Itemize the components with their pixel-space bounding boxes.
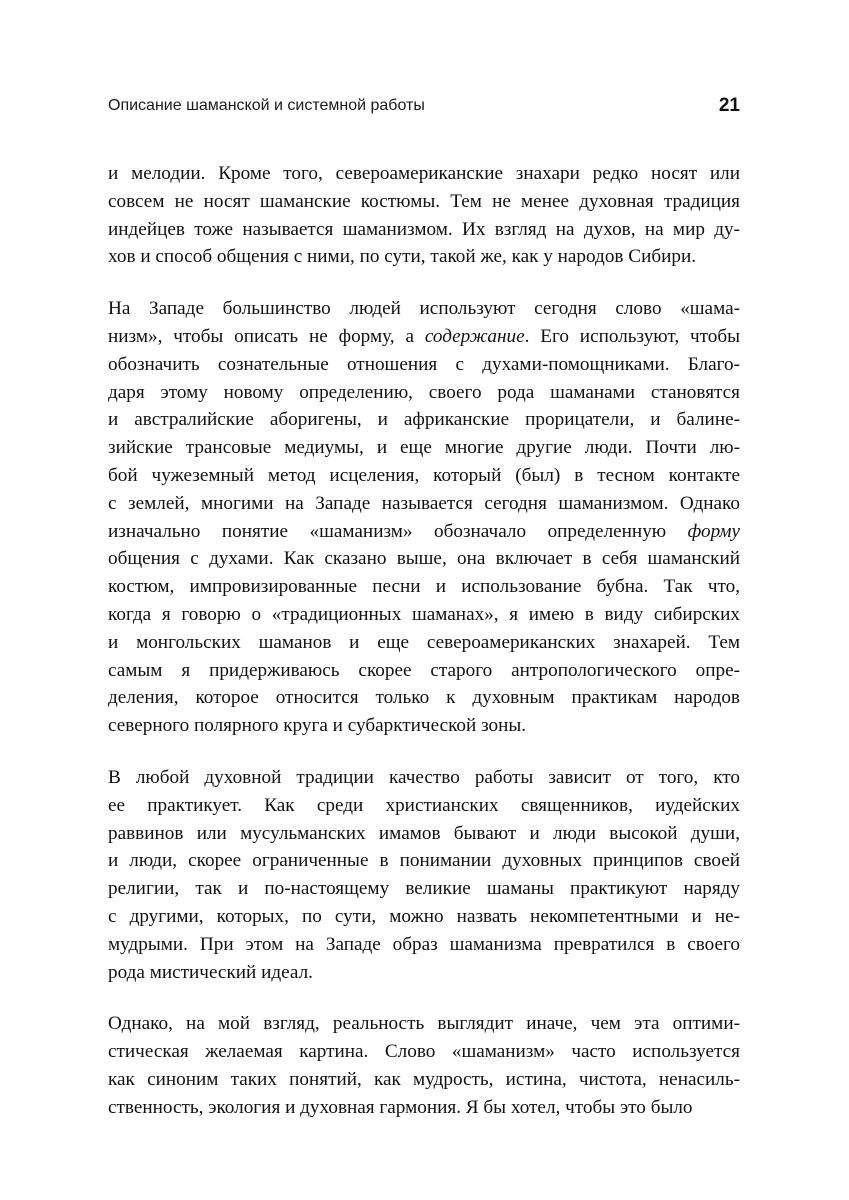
text-line <box>108 379 740 407</box>
text-line <box>108 601 740 629</box>
text-line <box>108 216 740 244</box>
text-line <box>108 1066 740 1094</box>
text-segment: хов и способ общения с ними, по сути, такой же, как у народов Сибири. <box>108 246 697 268</box>
text-line <box>108 629 740 657</box>
text-line <box>108 875 740 903</box>
text-line <box>108 903 740 931</box>
text-line <box>108 295 740 323</box>
text-segment: мудрыми. При этом на Западе образ шаманизма превратился в своего <box>108 933 740 955</box>
text-segment: рода мистический идеал. <box>108 961 313 983</box>
text-segment: когда я говорю о «традиционных шаманах», я имею в виду сибирских <box>108 603 740 625</box>
italic-text: форму <box>687 520 740 542</box>
text-line <box>108 545 740 573</box>
text-segment: даря этому новому определению, своего рода шаманами становятся <box>108 381 740 403</box>
text-line <box>108 323 740 351</box>
text-segment: и австралийские аборигены, и африканские прорицатели, и балине- <box>108 409 740 431</box>
text-segment: низм», чтобы описать не форму, а <box>108 325 425 347</box>
text-segment: с землей, многими на Западе называется сегодня шаманизмом. Однако <box>108 492 740 514</box>
text-line <box>108 684 740 712</box>
text-line <box>108 351 740 379</box>
text-segment: Однако, на мой взгляд, реальность выглядит иначе, чем эта оптими- <box>108 1013 740 1035</box>
text-line <box>108 847 740 875</box>
text-line <box>108 406 740 434</box>
running-head <box>108 95 740 121</box>
text-line <box>108 792 740 820</box>
page-number: 21 <box>718 95 740 116</box>
paragraph <box>108 160 740 271</box>
text-line <box>108 434 740 462</box>
paragraph-gap <box>108 986 740 1010</box>
text-segment: и монгольских шаманов и еще североамериканских знахарей. Тем <box>108 631 740 653</box>
text-line <box>108 518 740 546</box>
text-line <box>108 764 740 792</box>
text-segment: деления, которое относится только к духовным практикам народов <box>108 687 740 709</box>
paragraph <box>108 295 740 740</box>
text-line <box>108 462 740 490</box>
paragraph-gap <box>108 271 740 295</box>
text-segment: самым я придерживаюсь скорее старого антропологического опре- <box>108 659 740 681</box>
text-line <box>108 490 740 518</box>
text-line <box>108 820 740 848</box>
text-segment: обозначить сознательные отношения с духами-помощниками. Благо- <box>108 353 740 375</box>
text-segment: . Его используют, чтобы <box>524 325 740 347</box>
text-segment: стическая желаемая картина. Слово «шаманизм» часто используется <box>108 1041 740 1063</box>
text-segment: изначально понятие «шаманизм» обозначало определенную <box>108 520 688 542</box>
text-segment: как синоним таких понятий, как мудрость, истина, чистота, ненасиль- <box>108 1068 740 1090</box>
text-segment: костюм, импровизированные песни и использование бубна. Так что, <box>108 576 740 598</box>
text-segment: В любой духовной традиции качество работы зависит от того, кто <box>108 766 740 788</box>
body-text <box>108 160 740 1122</box>
paragraph-gap <box>108 740 740 764</box>
text-line <box>108 1038 740 1066</box>
text-segment: северного полярного круга и субарктической зоны. <box>108 715 527 737</box>
italic-text: содержание <box>424 325 525 347</box>
text-line <box>108 1094 740 1122</box>
text-line <box>108 959 740 987</box>
text-segment: и люди, скорее ограниченные в понимании духовных принципов своей <box>108 850 740 872</box>
paragraph <box>108 1010 740 1121</box>
text-line <box>108 188 740 216</box>
paragraph <box>108 764 740 986</box>
text-line <box>108 243 740 271</box>
text-segment: раввинов или мусульманских имамов бывают и люди высокой души, <box>108 822 740 844</box>
text-line <box>108 712 740 740</box>
text-segment: общения с духами. Как сказано выше, она включает в себя шаманский <box>108 548 740 570</box>
text-line <box>108 931 740 959</box>
text-line <box>108 657 740 685</box>
text-line <box>108 1010 740 1038</box>
text-segment: религии, так и по-настоящему великие шаманы практикуют наряду <box>108 878 740 900</box>
text-segment: ственность, экология и духовная гармония. Я бы хотел, чтобы это было <box>108 1096 693 1118</box>
running-title: Описание шаманской и системной работы <box>108 97 425 114</box>
text-segment: зийские трансовые медиумы, и еще многие другие люди. Почти лю- <box>108 437 740 459</box>
text-segment: с другими, которых, по сути, можно назвать некомпетентными и не- <box>108 905 740 927</box>
text-segment: и мелодии. Кроме того, североамериканские знахари редко носят или <box>108 163 740 184</box>
text-segment: На Западе большинство людей используют сегодня слово «шама- <box>108 298 740 320</box>
text-segment: совсем не носят шаманские костюмы. Тем не менее духовная традиция <box>108 190 740 212</box>
text-segment: индейцев тоже называется шаманизмом. Их взгляд на духов, на мир ду- <box>108 218 740 240</box>
text-line <box>108 573 740 601</box>
text-segment: бой чужеземный метод исцеления, который (был) в тесном контакте <box>108 464 740 486</box>
text-segment: ее практикует. Как среди христианских священников, иудейских <box>108 794 740 816</box>
text-line <box>108 160 740 188</box>
